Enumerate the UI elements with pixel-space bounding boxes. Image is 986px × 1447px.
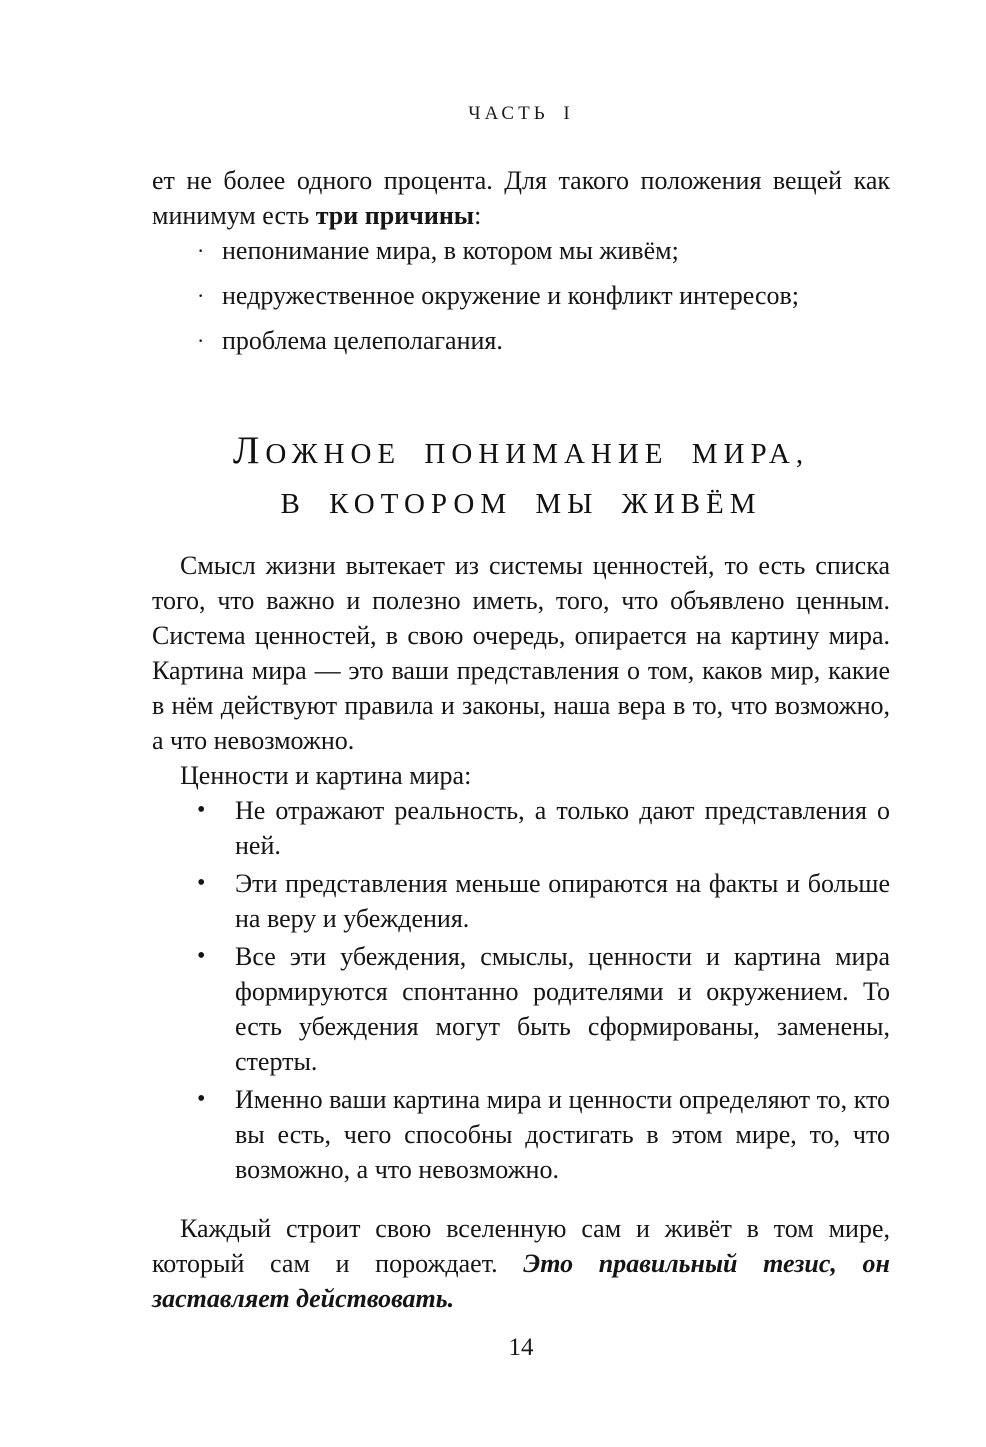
list-item — [152, 793, 890, 863]
closing-text-regular: Каждый строит свою вселенную сам и живёт в том мире, который сам и порождает. — [152, 1214, 890, 1279]
bullet-icon: • — [197, 1086, 206, 1113]
section-heading-line1 — [232, 429, 810, 472]
list-item — [152, 939, 890, 1079]
list-item-text: Не отражают реальность, а только дают представления о ней. — [235, 796, 890, 861]
list-item — [152, 1082, 890, 1187]
reasons-list — [152, 233, 890, 358]
list-item-text: проблема целеполагания. — [222, 326, 503, 355]
closing-text-emphasis: Это правильный тезис, он заставляет действовать. — [152, 1249, 890, 1314]
section-heading-line2: В КОТОРОМ МЫ ЖИВЁМ — [280, 488, 762, 520]
list-item-text: Именно ваши картина мира и ценности определяют то, кто вы есть, чего способны достигать в этом мире, то, что возможно, а что невозможно. — [235, 1085, 890, 1185]
values-intro-paragraph: Ценности и картина мира: — [180, 761, 472, 791]
list-item-text: непонимание мира, в котором мы живём; — [222, 236, 679, 265]
intro-text-bold: три причины — [315, 201, 475, 230]
heading-line1-rest: ОЖНОЕ ПОНИМАНИЕ МИРА, — [265, 438, 810, 470]
list-item — [152, 233, 890, 268]
closing-paragraph — [152, 1211, 890, 1316]
list-item-text: недружественное окружение и конфликт интересов; — [222, 281, 800, 310]
worldview-paragraph: Смысл жизни вытекает из системы ценностей, то есть списка того, что важно и полезно иметь, того, что объявлено ценным. Система ценностей, в свою очередь, опирается на картину мира. Картина мира — это ваши представления о том, каков мир, какие в нём действуют правила и законы, наша вера в то, что возможно, а что невозможно. — [152, 551, 890, 756]
intro-paragraph — [152, 163, 890, 233]
bullet-icon: • — [197, 943, 206, 970]
intro-text-start: ет не более одного процента. Для такого положения вещей как минимум есть — [152, 166, 890, 230]
intro-text-end: : — [474, 201, 482, 230]
page-number: 14 — [508, 1334, 534, 1362]
list-item-text: Все эти убеждения, смыслы, ценности и картина мира формируются спонтанно родителями и окружением. То есть убеждения могут быть сформированы, заменены, стерты. — [235, 942, 890, 1077]
section-heading — [152, 426, 890, 529]
list-item-text: Эти представления меньше опираются на факты и больше на веру и убеждения. — [235, 869, 890, 934]
bullet-icon: • — [197, 870, 206, 897]
text-block — [152, 0, 890, 1363]
list-item — [152, 278, 890, 313]
bullet-icon: · — [197, 283, 205, 308]
values-list — [152, 793, 890, 1187]
list-item — [152, 866, 890, 936]
running-header: ЧАСТЬ I — [468, 103, 574, 124]
bullet-icon: · — [197, 328, 205, 353]
heading-initial-cap: Л — [232, 429, 266, 472]
list-item — [152, 323, 890, 358]
bullet-icon: • — [197, 797, 206, 824]
bullet-icon: · — [197, 238, 205, 263]
